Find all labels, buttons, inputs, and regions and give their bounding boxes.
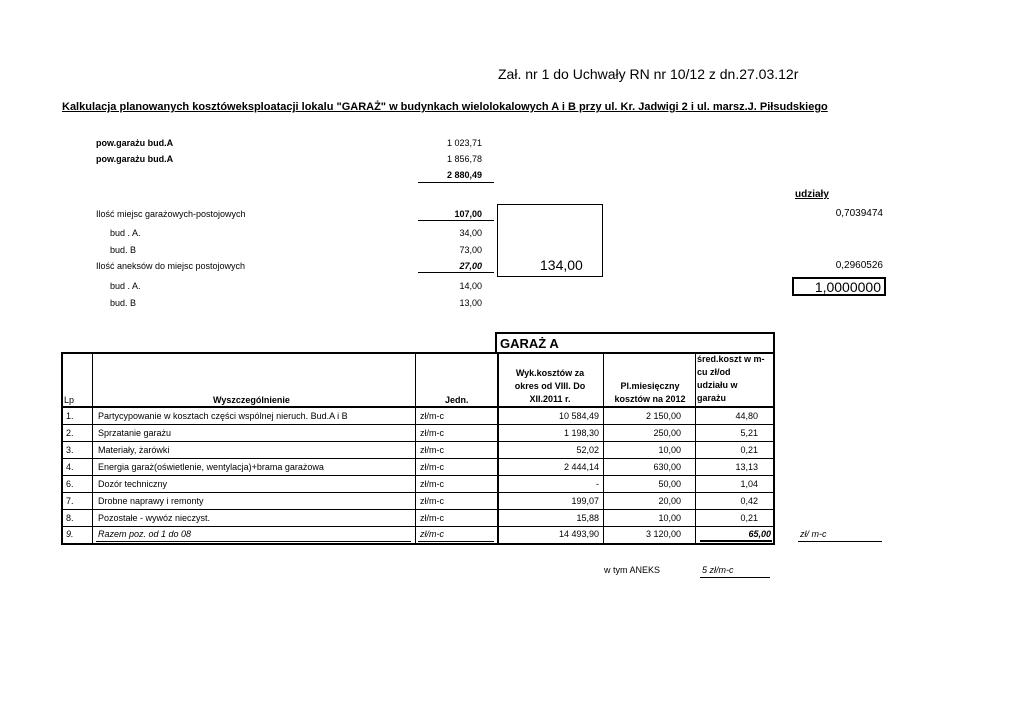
- cell-avg: 0,42: [740, 496, 758, 506]
- total-places-box: [497, 204, 603, 277]
- cell-desc: Dozór techniczny: [98, 479, 168, 489]
- total-places-value: 134,00: [540, 257, 583, 273]
- cell-plan2012: 10,00: [658, 513, 681, 523]
- row-divider: [61, 458, 775, 459]
- cell-avg: 13,13: [735, 462, 758, 472]
- cell-cost2011: 2 444,14: [563, 462, 599, 472]
- cell-desc: Pozostałe - wywóz nieczyst.: [98, 513, 211, 523]
- cell-desc: Drobne naprawy i remonty: [98, 496, 204, 506]
- spots-share: 0,7039474: [835, 208, 883, 219]
- cell-lp: 4.: [66, 462, 74, 472]
- annexes-bud-b-label: bud. B: [110, 298, 137, 308]
- cell-desc: Partycypowanie w kosztach części wspólnej nieruch. Bud.A i B: [98, 411, 348, 421]
- shares-label: udziały: [795, 189, 829, 200]
- area-value-2: 1 856,78: [446, 154, 482, 164]
- cell-unit: zł/m-c: [420, 411, 444, 421]
- cell-unit: zł/m-c: [420, 496, 444, 506]
- spots-bud-b-value: 73,00: [459, 245, 482, 255]
- annexes-share: 0,2960526: [835, 260, 883, 271]
- spots-bud-a-value: 34,00: [459, 228, 482, 238]
- cell-unit: zł/m-c: [420, 428, 444, 438]
- area-label-2: pow.garażu bud.A: [96, 154, 174, 164]
- cell-plan2012: 20,00: [658, 496, 681, 506]
- cell-desc: Energia garaż(oświetlenie, wentylacja)+brama garażowa: [98, 462, 324, 472]
- cell-plan2012: 10,00: [658, 445, 681, 455]
- cell-desc: Materiały, żarówki: [98, 445, 170, 455]
- share-total-value: 1,0000000: [814, 279, 881, 295]
- cell-unit: zł/m-c: [420, 445, 444, 455]
- total-row-desc: Razem poz. od 1 do 08: [98, 529, 192, 539]
- total-row-plan2012: 3 120,00: [645, 529, 681, 539]
- cell-lp: 7.: [66, 496, 74, 506]
- section-title: GARAŻ A: [500, 336, 559, 351]
- cell-avg: 5,21: [740, 428, 758, 438]
- cell-cost2011: 199,07: [571, 496, 599, 506]
- area-label-1: pow.garażu bud.A: [96, 138, 174, 148]
- share-total-box: [792, 277, 886, 296]
- row-divider: [61, 441, 775, 442]
- cell-plan2012: 50,00: [658, 479, 681, 489]
- cell-lp: 2.: [66, 428, 74, 438]
- cell-avg: 44,80: [735, 411, 758, 421]
- col-header-lp: Lp: [64, 395, 75, 405]
- total-row-unit: zł/m-c: [420, 529, 444, 539]
- col-header-unit: Jedn.: [445, 395, 469, 405]
- cell-cost2011: -: [596, 479, 599, 489]
- col-header-cost2011: Wyk.kosztów za okres od VIII. Do XII.2011 r.: [514, 368, 586, 404]
- cell-plan2012: 630,00: [653, 462, 681, 472]
- row-divider: [61, 492, 775, 493]
- cell-unit: zł/m-c: [420, 479, 444, 489]
- row-divider: [61, 475, 775, 476]
- cell-cost2011: 15,88: [576, 513, 599, 523]
- row-divider: [61, 526, 775, 527]
- cell-avg: 1,04: [740, 479, 758, 489]
- annexes-bud-b-value: 13,00: [459, 298, 482, 308]
- annex-note-value: 5 zł/m-c: [702, 565, 734, 575]
- cell-lp: 6.: [66, 479, 74, 489]
- attachment-note: Zał. nr 1 do Uchwały RN nr 10/12 z dn.27.03.12r: [498, 66, 799, 82]
- col-header-plan2012: Pl.miesięczny kosztów na 2012: [614, 381, 686, 404]
- col-header-avg: śred.koszt w m- cu zł/od udziału w garażu: [697, 354, 765, 403]
- total-row-lp: 9.: [66, 529, 74, 539]
- cell-lp: 8.: [66, 513, 74, 523]
- document-title: Kalkulacja planowanych kosztóweksploatacji lokalu "GARAŻ" w budynkach wielolokalowych A i B przy ul. Kr. Jadwigi 2 i ul. marsz.J. Piłsudskiego: [62, 101, 828, 113]
- spots-bud-a-label: bud . A.: [110, 228, 141, 238]
- annex-note-label: w tym ANEKS: [604, 565, 661, 575]
- row-divider: [61, 509, 775, 510]
- total-row-cost2011: 14 493,90: [558, 529, 599, 539]
- total-row-side-unit: zł/ m-c: [800, 529, 827, 539]
- cell-cost2011: 1 198,30: [563, 428, 599, 438]
- area-total: 2 880,49: [446, 170, 482, 180]
- annexes-label: Ilość aneksów do miejsc postojowych: [96, 261, 246, 271]
- cell-avg: 0,21: [740, 445, 758, 455]
- cell-unit: zł/m-c: [420, 462, 444, 472]
- annexes-bud-a-value: 14,00: [459, 281, 482, 291]
- col-header-desc: Wyszczególnienie: [213, 395, 290, 405]
- cell-lp: 3.: [66, 445, 74, 455]
- cell-plan2012: 250,00: [653, 428, 681, 438]
- cell-plan2012: 2 150,00: [645, 411, 681, 421]
- cell-cost2011: 52,02: [576, 445, 599, 455]
- annexes-value: 27,00: [459, 261, 482, 271]
- spots-bud-b-label: bud. B: [110, 245, 137, 255]
- section-header: [495, 332, 775, 354]
- cell-cost2011: 10 584,49: [558, 411, 599, 421]
- spots-label: Ilość miejsc garażowych-postojowych: [96, 209, 246, 219]
- spots-value: 107,00: [454, 209, 482, 219]
- area-value-1: 1 023,71: [446, 138, 482, 148]
- cell-unit: zł/m-c: [420, 513, 444, 523]
- cell-lp: 1.: [66, 411, 74, 421]
- cell-desc: Sprzatanie garażu: [98, 428, 172, 438]
- total-row-avg: 65,00: [748, 529, 771, 539]
- annexes-bud-a-label: bud . A.: [110, 281, 141, 291]
- cell-avg: 0,21: [740, 513, 758, 523]
- row-divider: [61, 424, 775, 425]
